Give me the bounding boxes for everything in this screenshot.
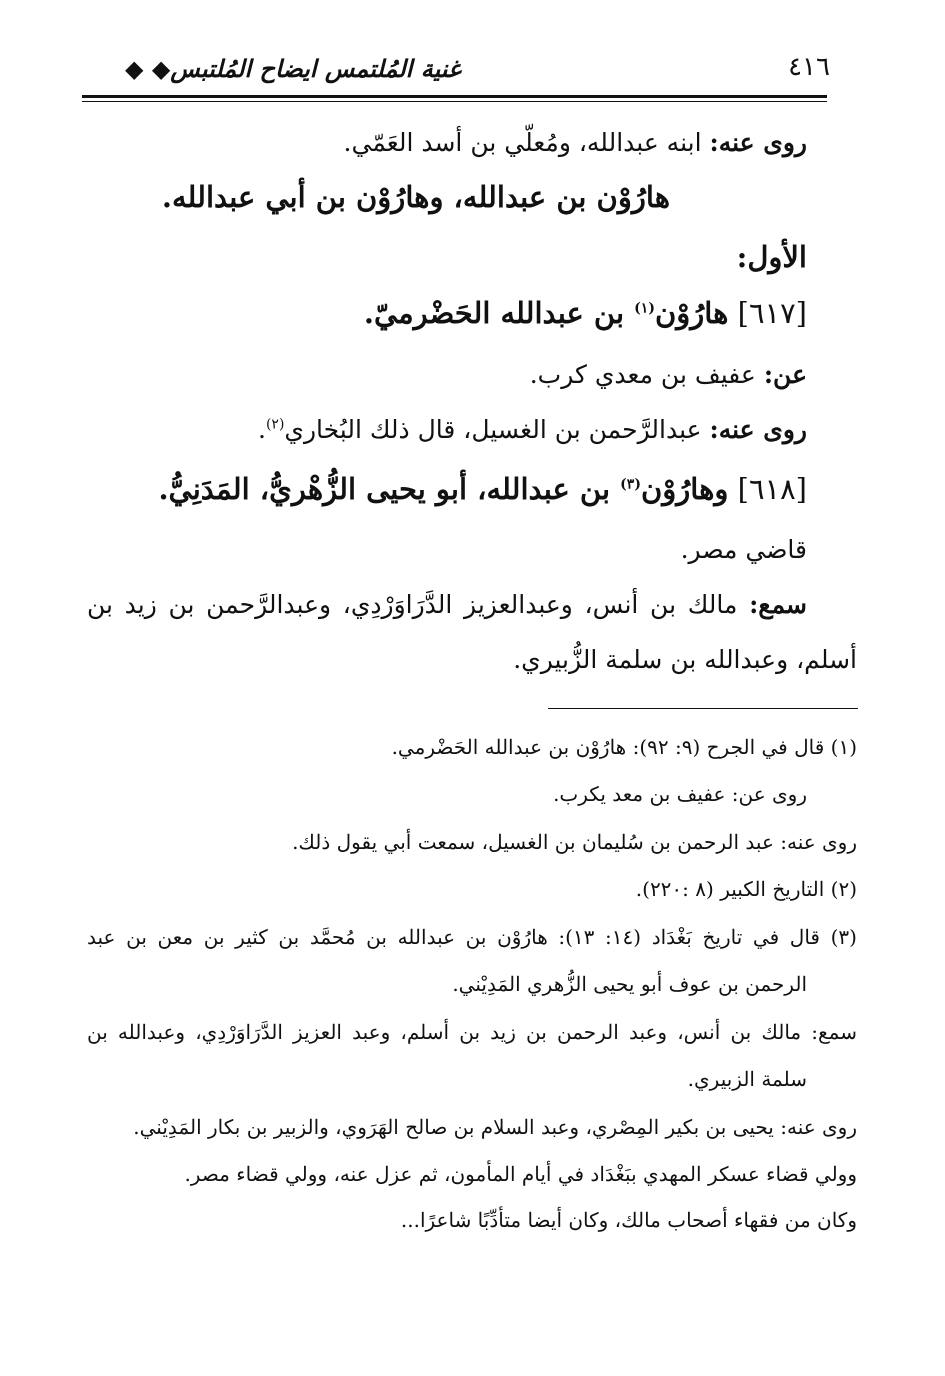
from-line — [530, 360, 807, 389]
footnote-3-line: سمع: مالك بن أنس، وعبد الرحمن بن زيد بن أسلم، وعبد العزيز الدَّرَاوَرْدِي، وعبدالله بن — [87, 1020, 857, 1044]
entry-name: وهارُوْن — [640, 472, 729, 506]
header-rule-thin — [82, 101, 827, 102]
narrated-by-line-2 — [258, 415, 807, 444]
page-number: ٤١٦ — [788, 52, 830, 82]
running-title: غنية المُلتمس ايضاح المُلتبس◆ ◆ — [125, 54, 461, 83]
footnote-1: (١) قال في الجرح (٩: ٩٢): هارُوْن بن عبدالله الحَضْرمي. — [391, 735, 857, 759]
footnote-ref-3: (٣) — [620, 476, 641, 493]
footnote-3-line: وولي قضاء عسكر المهدي ببَغْدَاد في أيام المأمون، ثم عزل عنه، وولي قضاء مصر. — [184, 1162, 857, 1186]
footnote-1-line: روى عن: عفيف بن معد يكرب. — [553, 782, 807, 806]
judge-line: قاضي مصر. — [680, 535, 807, 564]
footnote-3-line: روى عنه: يحيى بن بكير المِصْري، وعبد السلام بن صالح الهَرَوي، والزبير بن بكار المَدِيْني. — [133, 1115, 857, 1139]
line-text: مالك بن أنس، وعبدالعزيز الدَّرَاوَرْدِي، وعبدالرَّحمن بن زيد بن — [87, 590, 750, 619]
label-an: عن: — [763, 360, 807, 389]
footnote-2: (٢) التاريخ الكبير (٨ :٢٢٠). — [635, 877, 857, 901]
entry-name: هارُوْن — [654, 296, 729, 330]
footnote-separator — [548, 708, 858, 709]
line-text: عفيف بن معدي كرب. — [529, 360, 764, 389]
label-samia: سمع: — [749, 590, 807, 619]
narrated-by-line — [344, 128, 807, 157]
footnote-3-line: وكان من فقهاء أصحاب مالك، وكان أيضا متأدِّبًا شاعرًا... — [400, 1208, 857, 1232]
footnote-ref-1: (١) — [634, 300, 655, 317]
entry-618-heading — [158, 472, 807, 506]
section-heading: هارُوْن بن عبدالله، وهارُوْن بن أبي عبدالله. — [161, 180, 670, 214]
label-rawa-anhu: روى عنه: — [709, 415, 807, 444]
entry-number: [٦١٧] — [728, 296, 807, 330]
entry-name-rest: بن عبدالله الحَضْرميّ. — [363, 296, 635, 330]
line-text: ابنه عبدالله، ومُعلّي بن أسد العَمّي. — [343, 128, 710, 157]
entry-number: [٦١٨] — [728, 472, 807, 506]
heard-line-cont: أسلم، وعبدالله بن سلمة الزُّبيري. — [513, 645, 857, 674]
entry-name-rest: بن عبدالله، أبو يحيى الزُّهْريُّ، المَدَنِيُّ. — [158, 472, 621, 506]
heard-line — [87, 590, 807, 619]
footnote-3: (٣) قال في تاريخ بَغْدَاد (١٤: ١٣): هارُوْن بن عبدالله بن مُحمَّد بن كثير بن معن بن عبد — [87, 925, 857, 949]
footnote-ref-2: (٢) — [265, 416, 285, 433]
page-header — [85, 48, 830, 96]
subsection-heading: الأول: — [736, 240, 807, 274]
line-end: . — [257, 415, 266, 444]
label-rawa-anhu: روى عنه: — [709, 128, 807, 157]
footnote-1-line: روى عنه: عبد الرحمن بن سُليمان بن الغسيل، سمعت أبي يقول ذلك. — [292, 830, 857, 854]
header-rule — [82, 95, 827, 98]
footnote-3-line: الرحمن بن عوف أبو يحيى الزُّهري المَدِيْني. — [452, 972, 807, 996]
footnote-3-line: سلمة الزبيري. — [687, 1067, 807, 1091]
line-text: عبدالرَّحمن بن الغسيل، قال ذلك البُخاري — [284, 415, 710, 444]
entry-617-heading — [364, 296, 807, 330]
